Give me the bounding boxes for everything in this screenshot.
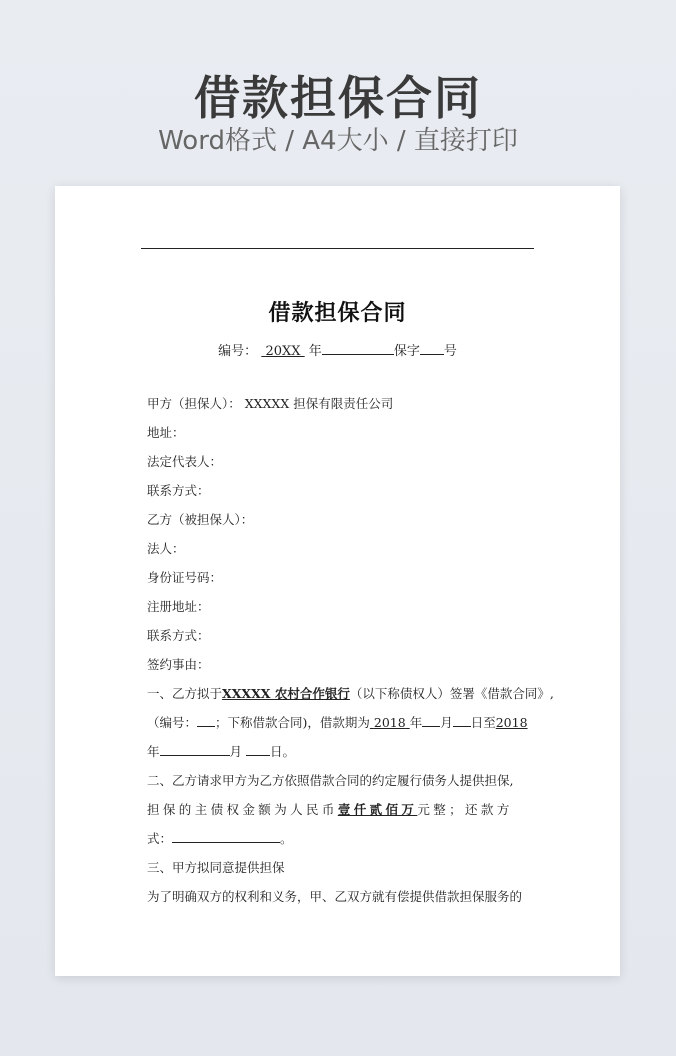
reg-address-line: 注册地址： xyxy=(147,599,210,614)
start-month-blank xyxy=(422,713,440,727)
start-m: 月 xyxy=(440,715,453,730)
start-year: 2018 xyxy=(373,715,406,730)
banner-title: 借款担保合同 xyxy=(194,71,482,125)
address-line: 地址： xyxy=(147,425,185,440)
party-b-line: 乙方（被担保人）： xyxy=(147,512,254,527)
repayment-method-blank xyxy=(172,829,280,843)
end-month-blank xyxy=(160,742,230,756)
serial-bao-zi: 保字 xyxy=(393,344,420,359)
clause1-line1 xyxy=(147,682,554,711)
document-title: 借款担保合同 xyxy=(268,300,407,326)
contract-body xyxy=(147,392,554,914)
clause1-line2 xyxy=(147,711,527,740)
serial-hao: 号 xyxy=(443,344,457,359)
contact-b-line: 联系方式： xyxy=(147,628,210,643)
serial-blank xyxy=(322,341,394,355)
contract-no-blank xyxy=(197,713,215,727)
clause1-text-a: 一、乙方拟于 xyxy=(147,686,223,701)
id-number-line: 身份证号码： xyxy=(147,570,223,585)
banner-subtitle: Word格式 / A4大小 / 直接打印 xyxy=(158,126,518,156)
legal-rep-line: 法定代表人： xyxy=(147,454,223,469)
start-day-blank xyxy=(453,713,471,727)
header-rule xyxy=(141,248,534,249)
clause2-l2-a: 担保的主债权金额为人民币 xyxy=(147,802,338,817)
contact-a-line: 联系方式： xyxy=(147,483,210,498)
clause2-l3-b: 。 xyxy=(280,831,293,846)
serial-year: 20XX xyxy=(265,344,301,359)
document-page xyxy=(55,186,620,976)
bank-name: XXXXX 农村合作银行 xyxy=(222,686,350,701)
clause1-text-b: （以下称债权人）签署《借款合同》, xyxy=(349,686,554,701)
matter-line: 签约事由： xyxy=(147,657,210,672)
end-day-blank xyxy=(246,742,270,756)
clause2-line3 xyxy=(147,827,527,856)
legal-person-line: 法人： xyxy=(147,541,185,556)
serial-number-line xyxy=(55,340,620,359)
serial-label: 编号： xyxy=(218,344,258,359)
clause2-l3-a: 式： xyxy=(147,831,173,846)
clause1-l2-b: ；下称借款合同)，借款期为 xyxy=(215,715,370,730)
end-m: 月 xyxy=(229,744,243,759)
guarantee-amount: 壹仟贰佰万 xyxy=(337,802,418,817)
clause3-line1: 三、甲方拟同意提供担保 xyxy=(147,860,285,875)
serial-number-blank xyxy=(420,341,444,355)
clause2-l2-b: 元整；还款方 xyxy=(417,802,513,817)
clause3-line2: 为了明确双方的权利和义务，甲、乙双方就有偿提供借款担保服务的 xyxy=(147,889,523,904)
serial-year-unit: 年 xyxy=(308,344,322,359)
end-y: 年 xyxy=(147,744,160,759)
clause2-line2 xyxy=(147,798,527,827)
start-y: 年 xyxy=(409,715,423,730)
start-d-to: 日至 xyxy=(470,715,496,730)
end-d: 日。 xyxy=(270,744,296,759)
clause2-line1: 二、乙方请求甲方为乙方依照借款合同的约定履行债务人提供担保, xyxy=(147,773,514,788)
end-year: 2018 xyxy=(495,715,528,730)
party-a-line: 甲方（担保人）： XXXXX 担保有限责任公司 xyxy=(147,396,394,411)
clause1-l2-a: （编号： xyxy=(147,715,198,730)
clause1-line3 xyxy=(147,740,527,769)
